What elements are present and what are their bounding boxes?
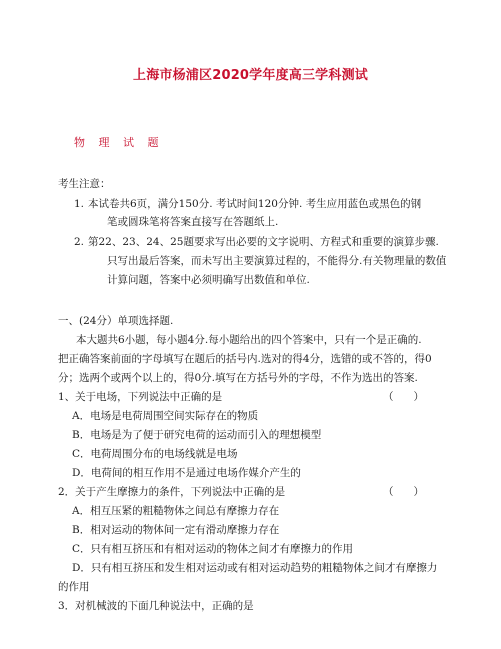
question-stem: 1、关于电场，下列说法中正确的是 [58,391,223,403]
notice-heading: 考生注意： [58,178,111,190]
document-title: 上海市杨浦区2020学年度高三学科测试 [133,68,368,83]
question-option: C．电荷周围分布的电场线就是电场 [72,448,238,460]
question-stem: 2．关于产生摩擦力的条件，下列说法中正确的是 [58,486,286,498]
answer-parentheses: （ ） [383,486,425,498]
question-option: B．电场是为了便于研究电荷的运动而引入的理想模型 [72,429,322,441]
question-option: A．电场是电荷周围空间实际存在的物质 [72,410,259,422]
question-option: D．电荷间的相互作用不是通过电场作媒介产生的 [72,467,301,479]
question-option: D．只有相互挤压和发生相对运动或有相对运动趋势的粗糙物体之间才有摩擦力 [72,562,438,574]
notice-item-text: 只写出最后答案，而未写出主要演算过程的，不能得分.有关物理量的数值 [107,255,447,267]
notice-item-number: 1. [74,198,85,210]
question-option-continuation: 的作用 [58,581,90,593]
question-option: C．只有相互挤压和有相对运动的物体之间才有摩擦力的作用 [72,543,354,555]
question-option: B．相对运动的物体间一定有滑动摩擦力存在 [72,524,280,536]
answer-parentheses: （ ） [383,391,425,403]
notice-item-text: 本试卷共6页，满分150分. 考试时间120分钟. 考生应用蓝色或黑色的钢 [88,198,422,210]
notice-item-text: 第22、23、24、25题要求写出必要的文字说明、方程式和重要的演算步骤. [88,236,439,248]
notice-item-text: 计算问题，答案中必须明确写出数值和单位. [107,274,310,286]
document-subtitle: 物 理 试 题 [74,136,164,149]
notice-item-number: 2. [74,236,85,248]
section-intro-line: 分；选两个或两个以上的，得0分.填写在方括号外的字母，不作为选出的答案. [58,372,418,384]
question-option: A．相互压紧的粗糙物体之间总有摩擦力存在 [72,505,280,517]
section-heading: 一、(24分）单项选择题. [58,315,174,327]
notice-item-text: 笔或圆珠笔将答案直接写在答题纸上. [107,216,279,228]
section-intro-line: 本大题共6小题，每小题4分.每小题给出的四个答案中，只有一个是正确的. [76,334,422,346]
section-intro-line: 把正确答案前面的字母填写在题后的括号内.选对的得4分，选错的或不答的，得0 [58,353,432,365]
question-stem: 3．对机械波的下面几种说法中，正确的是 [58,600,254,612]
